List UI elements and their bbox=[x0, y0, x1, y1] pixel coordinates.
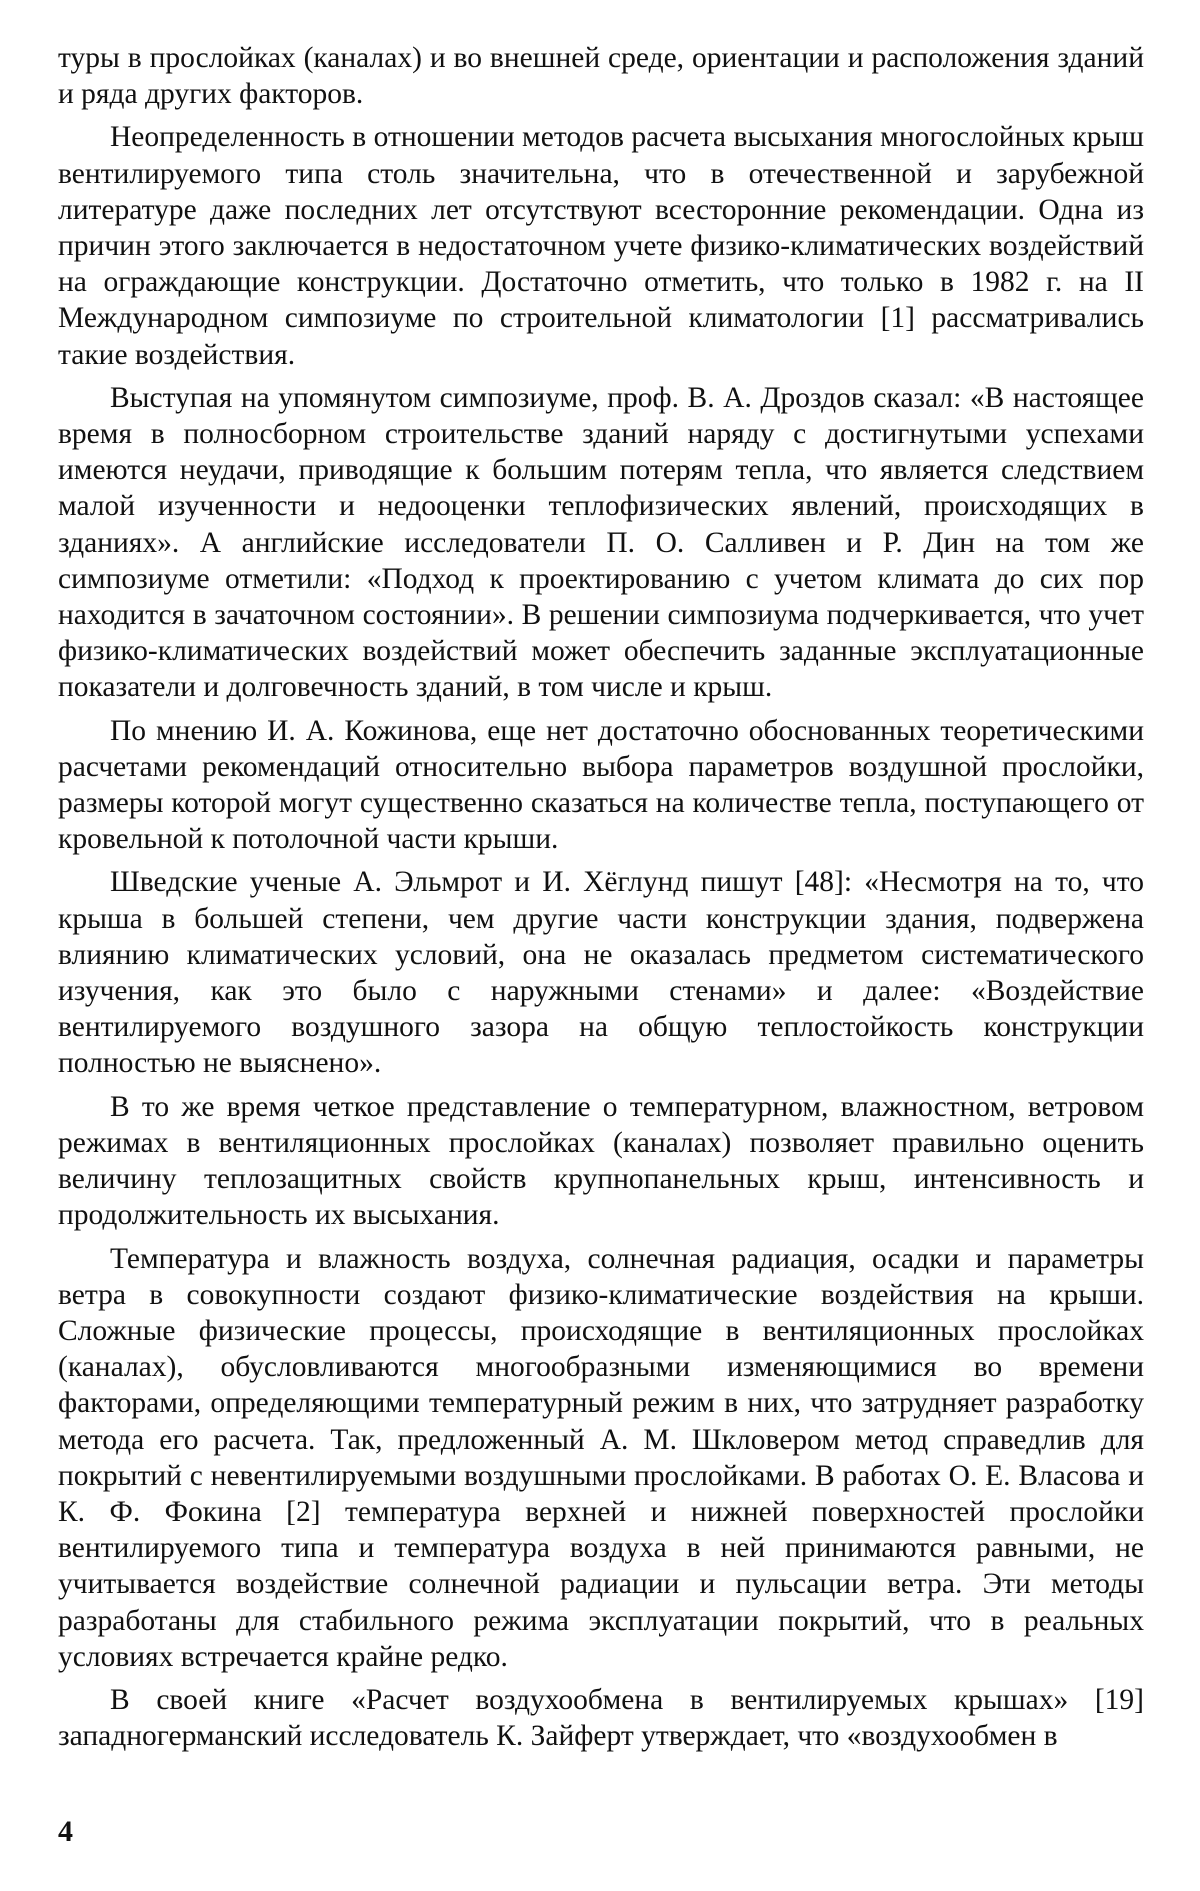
paragraph: В то же время четкое представление о температурном, влажностном, ветровом режимах в вентиляционных прослойках (каналах) позволяет правильно оценить величину теплозащитных свойств крупнопанельных крыш, интенсивность и продолжительность их высыхания. bbox=[58, 1090, 1144, 1232]
paragraph: Неопределенность в отношении методов расчета высыхания многослойных крыш вентилируемого типа столь значительна, что в отечественной и зарубежной литературе даже последних лет отсутствуют всесторонние рекомендации. Одна из причин этого заключается в недостаточном учете физико-климатических воздействий на ограждающие конструкции. Достаточно отметить, что только в 1982 г. на II Международном симпозиуме по строительной климатологии [1] рассматривались такие воздействия. bbox=[58, 121, 1144, 371]
paragraph-continuation: туры в прослойках (каналах) и во внешней среде, ориентации и расположения зданий и ряда других факторов. bbox=[58, 42, 1144, 111]
paragraph: По мнению И. А. Кожинова, еще нет достаточно обоснованных теоретическими расчетами рекомендаций относительно выбора параметров воздушной прослойки, размеры которой могут существенно сказаться на количестве тепла, поступающего от кровельной к потолочной части крыши. bbox=[58, 714, 1144, 856]
paragraph: Шведские ученые А. Эльмрот и И. Хёглунд пишут [48]: «Несмотря на то, что крыша в большей степени, чем другие части конструкции здания, подвержена влиянию климатических условий, она не оказалась предметом систематического изучения, как это было с наружными стенами» и далее: «Воздействие вентилируемого воздушного зазора на общую теплостойкость конструкции полностью не выяснено». bbox=[58, 866, 1144, 1080]
page-number: 4 bbox=[58, 1815, 73, 1848]
paragraph: Температура и влажность воздуха, солнечная радиация, осадки и параметры ветра в совокупности создают физико-климатические воздействия на крыши. Сложные физические процессы, происходящие в вентиляционных прослойках (каналах), обусловливаются многообразными изменяющимися во времени факторами, определяющими температурный режим в них, что затрудняет разработку метода его расчета. Так, предложенный А. М. Шкловером метод справедлив для покрытий с невентилируемыми воздушными прослойками. В работах О. Е. Власова и К. Ф. Фокина [2] температура верхней и нижней поверхностей прослойки вентилируемого типа и температура воздуха в ней принимаются равными, не учитывается воздействие солнечной радиации и пульсации ветра. Эти методы разработаны для стабильного режима эксплуатации покрытий, что в реальных условиях встречается крайне редко. bbox=[58, 1242, 1144, 1673]
page-body bbox=[58, 40, 1144, 1761]
paragraph: Выступая на упомянутом симпозиуме, проф. В. А. Дроздов сказал: «В настоящее время в полносборном строительстве зданий наряду с достигнутыми успехами имеются неудачи, приводящие к большим потерям тепла, что является следствием малой изученности и недооценки теплофизических явлений, происходящих в зданиях». А английские исследователи П. О. Салливен и Р. Дин на том же симпозиуме отметили: «Подход к проектированию с учетом климата до сих пор находится в зачаточном состоянии». В решении симпозиума подчеркивается, что учет физико-климатических воздействий может обеспечить заданные эксплуатационные показатели и долговечность зданий, в том числе и крыш. bbox=[58, 381, 1144, 704]
paragraph: В своей книге «Расчет воздухообмена в вентилируемых крышах» [19] западногерманский исследователь К. Зайферт утверждает, что «воздухообмен в bbox=[58, 1683, 1144, 1753]
